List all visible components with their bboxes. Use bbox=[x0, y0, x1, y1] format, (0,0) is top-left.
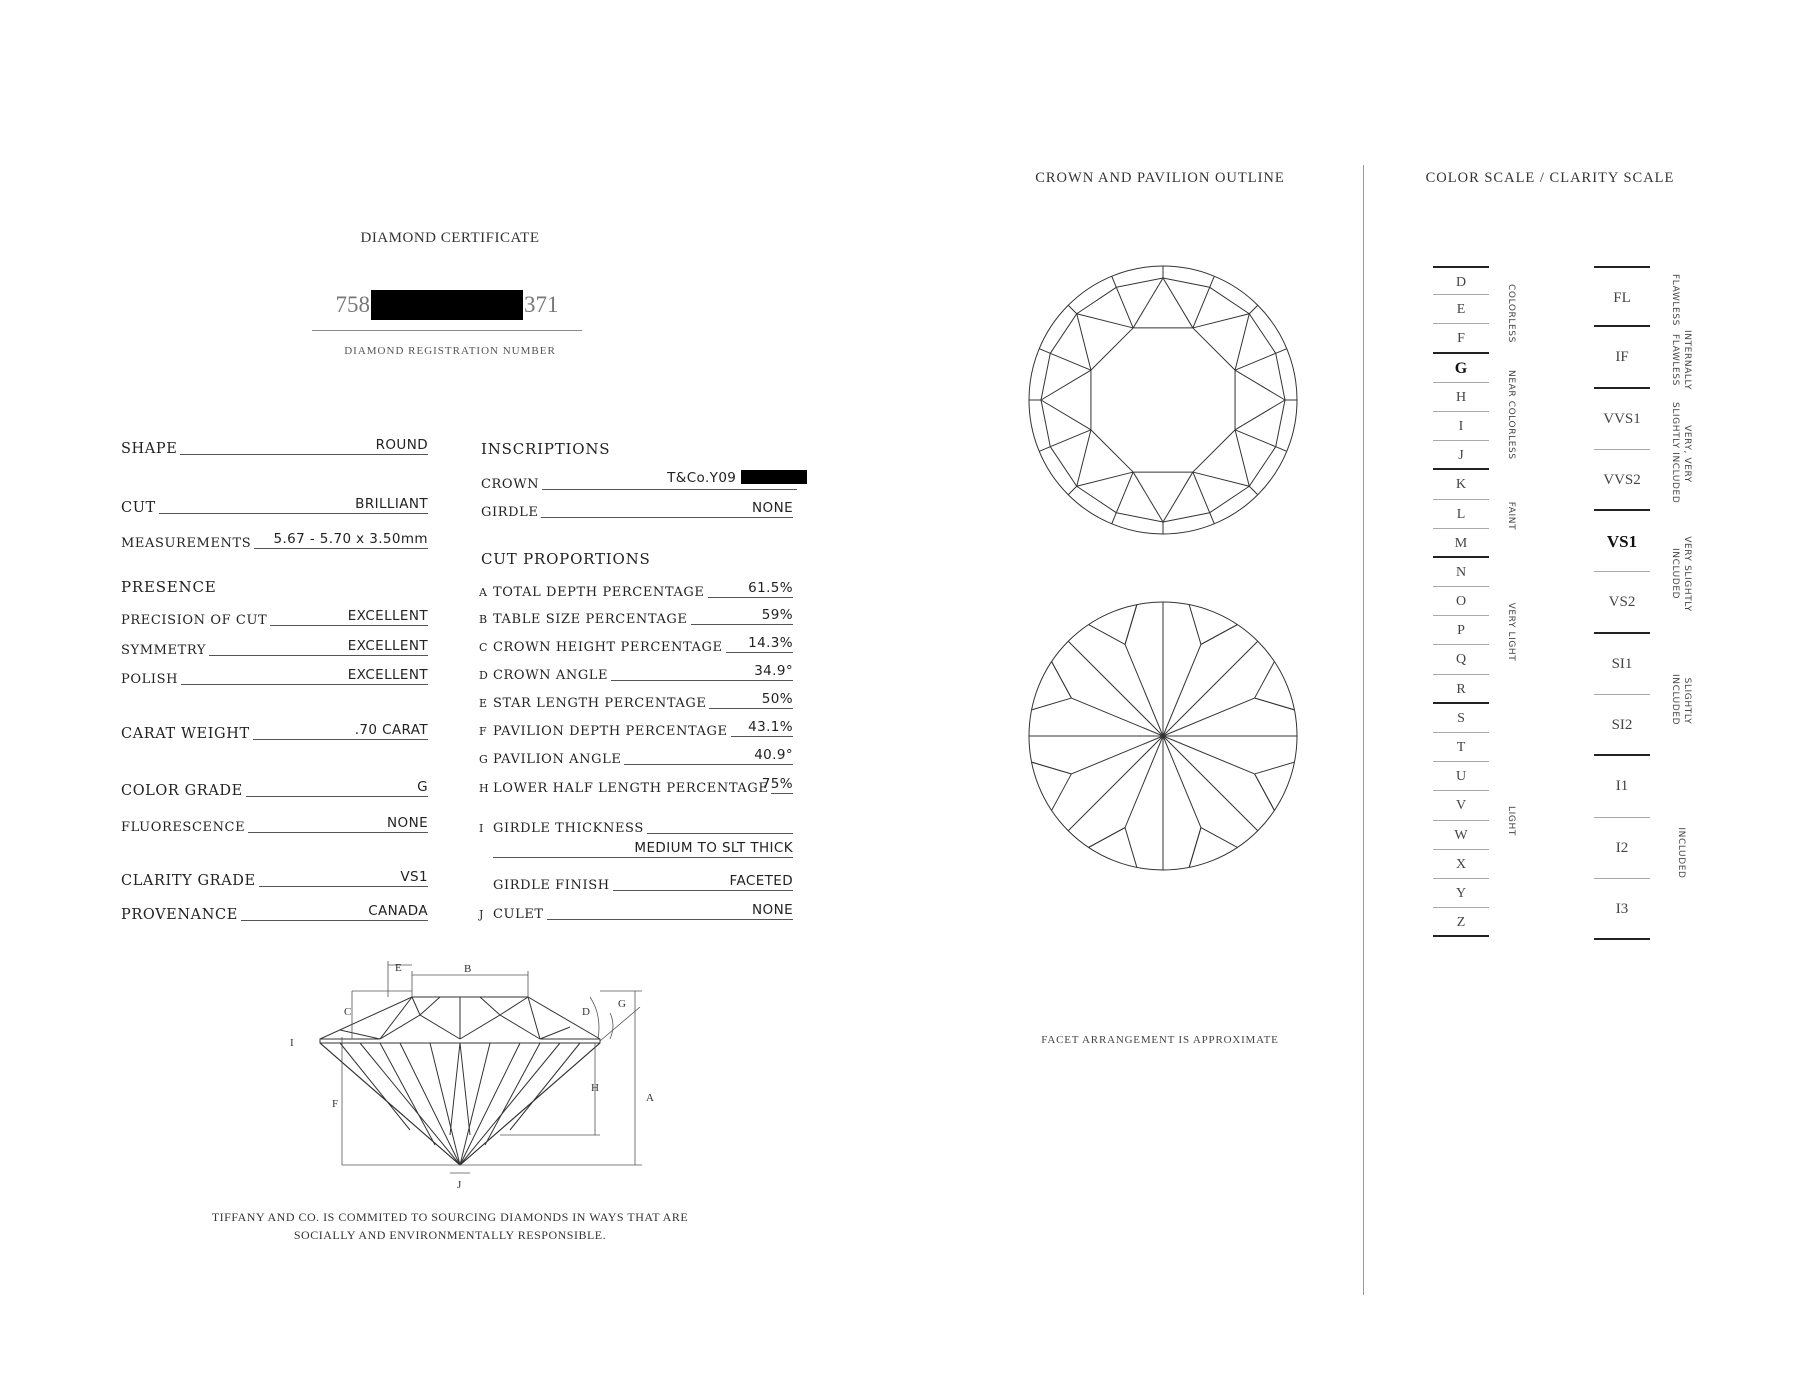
color-grade-m: M bbox=[1433, 529, 1489, 558]
diagram-letter-f: F bbox=[332, 1098, 339, 1110]
field-label: GIRDLE THICKNESS bbox=[493, 821, 644, 836]
field-symmetry bbox=[121, 638, 432, 658]
sourcing-statement bbox=[190, 1208, 710, 1244]
color-grade-n: N bbox=[1433, 558, 1489, 587]
diagram-letter-g: G bbox=[618, 998, 626, 1010]
field-value: NONE bbox=[387, 814, 428, 831]
clarity-grade-vvs2: VVS2 bbox=[1594, 450, 1650, 511]
field-value: 14.3% bbox=[748, 634, 793, 651]
field-girdle-thickness bbox=[479, 816, 797, 836]
field-measurements bbox=[121, 531, 432, 551]
color-grade-i: I bbox=[1433, 412, 1489, 441]
color-grade-o: O bbox=[1433, 587, 1489, 616]
color-group-faint: FAINT bbox=[1506, 501, 1516, 531]
facet-arrangement-note: FACET ARRANGEMENT IS APPROXIMATE bbox=[1041, 1034, 1279, 1046]
field-carat bbox=[121, 722, 432, 742]
color-scale bbox=[1433, 266, 1489, 937]
color-grade-j: J bbox=[1433, 441, 1489, 470]
field-label: GIRDLE bbox=[481, 505, 539, 520]
color-grade-w: W bbox=[1433, 821, 1489, 850]
certificate-title: DIAMOND CERTIFICATE bbox=[360, 230, 540, 246]
redaction-bar bbox=[371, 290, 523, 320]
color-grade-k: K bbox=[1433, 470, 1489, 499]
cut-proportion-row bbox=[479, 635, 797, 655]
field-value: 61.5% bbox=[748, 579, 793, 596]
clarity-group-included: INCLUDED bbox=[1676, 827, 1686, 879]
color-grade-u: U bbox=[1433, 762, 1489, 791]
field-label: COLOR GRADE bbox=[121, 782, 243, 799]
cut-proportion-row bbox=[479, 719, 797, 739]
field-value: VS1 bbox=[400, 868, 428, 885]
field-letter: B bbox=[479, 613, 488, 626]
field-girdle-finish bbox=[479, 873, 797, 893]
field-label: TOTAL DEPTH PERCENTAGE bbox=[493, 585, 705, 600]
clarity-group-vvs-2: SLIGHTLY INCLUDED bbox=[1670, 402, 1680, 504]
field-crown-inscription bbox=[481, 469, 797, 492]
clarity-grade-vs2: VS2 bbox=[1594, 572, 1650, 633]
field-value: 34.9° bbox=[754, 662, 793, 679]
field-girdle-thickness-value-row bbox=[479, 840, 797, 860]
registration-label: DIAMOND REGISTRATION NUMBER bbox=[344, 345, 556, 357]
pavilion-outline-diagram bbox=[1025, 598, 1301, 874]
field-polish bbox=[121, 667, 432, 687]
field-letter: D bbox=[479, 669, 488, 682]
color-grade-y: Y bbox=[1433, 879, 1489, 908]
field-label: PROVENANCE bbox=[121, 906, 238, 923]
clarity-group-flawless: FLAWLESS bbox=[1670, 274, 1680, 326]
clarity-grade-si2: SI2 bbox=[1594, 695, 1650, 756]
field-label: CLARITY GRADE bbox=[121, 872, 256, 889]
field-value: 5.67 - 5.70 x 3.50mm bbox=[273, 530, 428, 547]
diagram-letter-a: A bbox=[646, 1092, 654, 1104]
field-value: NONE bbox=[752, 901, 793, 918]
color-grade-z: Z bbox=[1433, 908, 1489, 937]
vertical-divider bbox=[1363, 165, 1364, 1295]
clarity-group-vvs-1: VERY, VERY bbox=[1682, 425, 1692, 483]
field-label: CARAT WEIGHT bbox=[121, 725, 250, 742]
field-value: T&Co.Y09 bbox=[667, 469, 737, 486]
field-letter: I bbox=[479, 822, 484, 835]
clarity-group-internally-1: INTERNALLY bbox=[1682, 330, 1692, 391]
cut-proportion-row bbox=[479, 691, 797, 711]
color-grade-h: H bbox=[1433, 383, 1489, 412]
clarity-scale bbox=[1594, 266, 1650, 940]
clarity-group-internally-2: FLAWLESS bbox=[1670, 334, 1680, 386]
sourcing-line-1: TIFFANY AND CO. IS COMMITED TO SOURCING DIAMONDS IN WAYS THAT ARE bbox=[211, 1210, 689, 1224]
field-value: 75% bbox=[761, 775, 793, 792]
clarity-grade-if: IF bbox=[1594, 327, 1650, 388]
field-value: .70 CARAT bbox=[354, 721, 428, 738]
sourcing-line-2: SOCIALLY AND ENVIRONMENTALLY RESPONSIBLE. bbox=[293, 1228, 607, 1242]
field-value: G bbox=[417, 778, 428, 795]
field-value: 59% bbox=[761, 606, 793, 623]
field-letter: J bbox=[479, 908, 484, 921]
field-label: CUT bbox=[121, 499, 156, 516]
inscriptions-heading: INSCRIPTIONS bbox=[481, 440, 611, 458]
field-label: GIRDLE FINISH bbox=[493, 878, 610, 893]
diagram-letter-e: E bbox=[395, 962, 402, 974]
color-group-colorless: COLORLESS bbox=[1506, 284, 1516, 343]
field-letter: H bbox=[479, 782, 489, 795]
color-grade-g: G bbox=[1433, 354, 1489, 383]
field-value: FACETED bbox=[729, 872, 793, 889]
field-label: STAR LENGTH PERCENTAGE bbox=[493, 696, 707, 711]
cut-proportion-row bbox=[479, 607, 797, 627]
color-grade-q: Q bbox=[1433, 645, 1489, 674]
field-letter: G bbox=[479, 753, 488, 766]
field-label: LOWER HALF LENGTH PERCENTAGE bbox=[493, 781, 769, 796]
field-label: TABLE SIZE PERCENTAGE bbox=[493, 612, 688, 627]
diagram-letter-c: C bbox=[344, 1006, 352, 1018]
color-grade-r: R bbox=[1433, 675, 1489, 704]
clarity-grade-vvs1: VVS1 bbox=[1594, 389, 1650, 450]
color-grade-d: D bbox=[1433, 266, 1489, 295]
field-label: PRECISION OF CUT bbox=[121, 613, 268, 628]
field-label: CULET bbox=[493, 907, 544, 922]
field-label: SYMMETRY bbox=[121, 643, 207, 658]
clarity-grade-fl: FL bbox=[1594, 266, 1650, 327]
field-value: EXCELLENT bbox=[347, 666, 428, 683]
field-label: CROWN HEIGHT PERCENTAGE bbox=[493, 640, 723, 655]
color-grade-x: X bbox=[1433, 850, 1489, 879]
clarity-group-vs-1: VERY SLIGHTLY bbox=[1682, 536, 1692, 612]
field-label: CROWN ANGLE bbox=[493, 668, 609, 683]
field-value: EXCELLENT bbox=[347, 637, 428, 654]
field-cut bbox=[121, 496, 432, 516]
field-clarity bbox=[121, 869, 432, 889]
registration-suffix: 371 bbox=[524, 292, 559, 317]
field-culet bbox=[479, 902, 797, 922]
cut-proportion-row bbox=[479, 663, 797, 683]
color-grade-p: P bbox=[1433, 616, 1489, 645]
field-value: NONE bbox=[752, 499, 793, 516]
clarity-grade-i3: I3 bbox=[1594, 879, 1650, 940]
color-grade-l: L bbox=[1433, 500, 1489, 529]
field-letter: C bbox=[479, 641, 488, 654]
diagram-letter-b: B bbox=[464, 963, 472, 975]
clarity-grade-si1: SI1 bbox=[1594, 634, 1650, 695]
color-group-very-light: VERY LIGHT bbox=[1506, 602, 1516, 662]
field-label: PAVILION ANGLE bbox=[493, 752, 622, 767]
registration-number bbox=[312, 290, 582, 331]
field-value: ROUND bbox=[375, 436, 428, 453]
field-label: SHAPE bbox=[121, 440, 178, 457]
field-letter: A bbox=[479, 586, 487, 599]
presence-heading: PRESENCE bbox=[121, 578, 217, 596]
clarity-grade-vs1: VS1 bbox=[1594, 511, 1650, 572]
field-label: POLISH bbox=[121, 672, 179, 687]
color-grade-e: E bbox=[1433, 295, 1489, 324]
field-value: 40.9° bbox=[754, 746, 793, 763]
clarity-grade-i1: I1 bbox=[1594, 756, 1650, 817]
field-value: CANADA bbox=[368, 902, 428, 919]
registration-prefix: 758 bbox=[335, 292, 370, 317]
field-value: EXCELLENT bbox=[347, 607, 428, 624]
outline-title: CROWN AND PAVILION OUTLINE bbox=[1035, 170, 1285, 186]
field-provenance bbox=[121, 903, 432, 923]
color-grade-v: V bbox=[1433, 791, 1489, 820]
field-precision bbox=[121, 608, 432, 628]
diamond-profile-diagram bbox=[280, 955, 680, 1205]
color-group-near-colorless: NEAR COLORLESS bbox=[1506, 370, 1516, 460]
field-value: 50% bbox=[761, 690, 793, 707]
redaction-bar bbox=[741, 470, 807, 484]
field-label: FLUORESCENCE bbox=[121, 820, 246, 835]
color-grade-f: F bbox=[1433, 324, 1489, 353]
cut-proportions-heading: CUT PROPORTIONS bbox=[481, 550, 651, 568]
field-letter: F bbox=[479, 725, 487, 738]
diagram-letter-i: I bbox=[290, 1037, 294, 1049]
field-value: MEDIUM TO SLT THICK bbox=[634, 839, 793, 856]
clarity-group-vs-2: INCLUDED bbox=[1670, 548, 1680, 600]
field-label: MEASUREMENTS bbox=[121, 536, 252, 551]
color-grade-t: T bbox=[1433, 733, 1489, 762]
field-label: PAVILION DEPTH PERCENTAGE bbox=[493, 724, 728, 739]
crown-outline-diagram bbox=[1025, 262, 1301, 538]
clarity-grade-i2: I2 bbox=[1594, 818, 1650, 879]
cut-proportion-row bbox=[479, 747, 797, 767]
field-color bbox=[121, 779, 432, 799]
clarity-group-si-2: INCLUDED bbox=[1670, 674, 1680, 726]
field-value: BRILLIANT bbox=[355, 495, 428, 512]
color-group-light: LIGHT bbox=[1506, 806, 1516, 836]
diagram-letter-d: D bbox=[582, 1006, 590, 1018]
field-fluorescence bbox=[121, 815, 432, 835]
scales-title: COLOR SCALE / CLARITY SCALE bbox=[1425, 170, 1675, 186]
diagram-letter-j: J bbox=[457, 1179, 462, 1191]
clarity-group-si-1: SLIGHTLY bbox=[1682, 677, 1692, 725]
field-label: CROWN bbox=[481, 477, 540, 492]
diagram-letter-h: H bbox=[591, 1082, 599, 1094]
field-value: 43.1% bbox=[748, 718, 793, 735]
cut-proportion-row bbox=[479, 776, 797, 796]
color-grade-s: S bbox=[1433, 704, 1489, 733]
field-girdle-inscription bbox=[481, 500, 797, 520]
cut-proportion-row bbox=[479, 580, 797, 600]
field-letter: E bbox=[479, 697, 488, 710]
field-shape bbox=[121, 437, 432, 457]
